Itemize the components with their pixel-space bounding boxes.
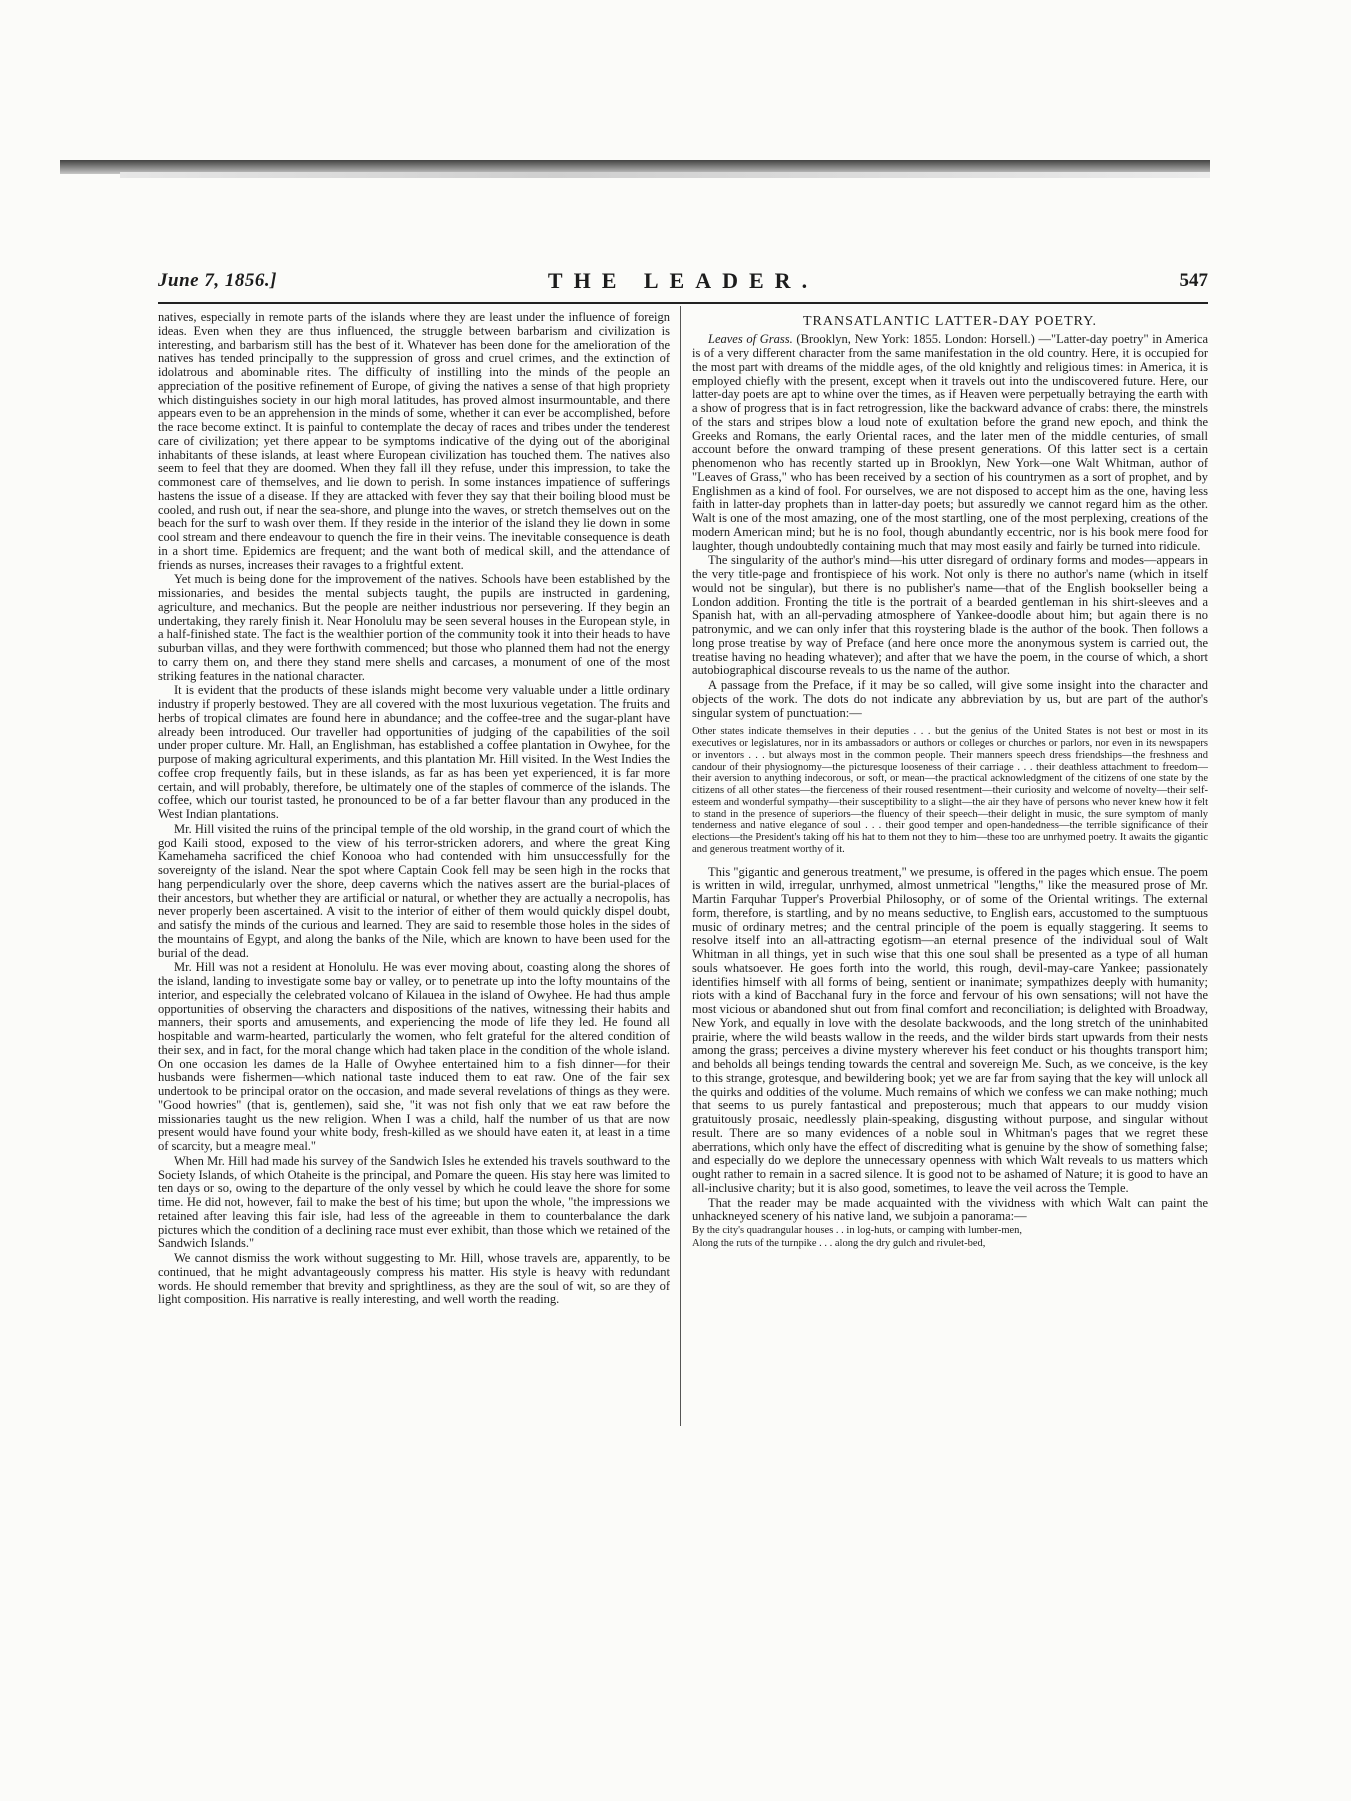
- section-heading: TRANSATLANTIC LATTER-DAY POETRY.: [803, 314, 1097, 329]
- right-paragraph: A passage from the Preface, if it may be so called, will give some insight into the character and objects of the work. The dots do not indicate any abbreviation by us, but are part of the author's singular system of punctuation:—: [692, 678, 1208, 720]
- book-citation: [692, 333, 1208, 553]
- book-title: Leaves of Grass.: [708, 332, 793, 347]
- preface-quote: [692, 726, 1208, 855]
- left-paragraph: We cannot dismiss the work without suggesting to Mr. Hill, whose travels are, apparently, to be continued, that he might advantageously compress his matter. His style is heavy with redundant words. He should remember that brevity and sprightliness, as they are the soul of wit, so are they of light composition. His narrative is really interesting, and well worth the reading.: [158, 1251, 670, 1307]
- right-paragraph: That the reader may be made acquainted with the vividness with which Walt can paint the unhackneyed scenery of his native land, we subjoin a panorama:—: [692, 1195, 1208, 1224]
- left-paragraph: Mr. Hill was not a resident at Honolulu. He was ever moving about, coasting along the shores of the island, landing to investigate some bay or valley, or to penetrate up into the lofty mountains of the interior, and especially the celebrated volcano of Kilauea in the island of Owyhee. He had thus ample opportunities of observing the characters and dispositions of the natives, witnessing their habits and manners, their sports and amusements, and experiencing the mode of life they led. He found all hospitable and warm-hearted, particularly the women, who felt grateful for the altered condition of their sex, and in fact, for the moral change which had taken place in the condition of the whole island. On one occasion les dames de la Halle of Owyhee entertained him to a fish dinner—for their husbands were fishermen—which national taste induced them to eat raw. One of the fair sex undertook to be principal orator on the occasion, and made several revelations of things as they were. "Good howries" (that is, gentlemen), said she, "it was not fish only that we eat raw before the missionaries taught us the new religion. When I was a child, half the number of us that are now present would have found your white body, fresh-killed as we should have eaten it, at least in a time of scarcity, but a meagre meal.": [158, 960, 670, 1153]
- quote-text: Other states indicate themselves in their deputies . . . but the genius of the United States is not best or most in its executives or legislatures, nor in its ambassadors or authors or colleges or churches or parlors, nor even in its newspapers or inventors . . . but always most in the common people. Their manners speech dress friendships—the freshness and candour of their physiognomy—the picturesque looseness of their carriage . . . their deathless attachment to freedom—their aversion to anything indecorous, or soft, or mean—the practical acknowledgment of the citizens of one state by the citizens of all other states—the fierceness of their roused resentment—their curiosity and welcome of novelty—their self-esteem and wonderful sympathy—their susceptibility to a slight—the air they have of persons who never knew how it felt to stand in the presence of superiors—the fluency of their speech—their delight in music, the sure symptom of manly tenderness and native elegance of soul . . . their good temper and open-handedness—the terrible significance of their elections—the President's taking off his hat to them not they to him—these too are unrhymed poetry. It awaits the gigantic and generous treatment worthy of it.: [692, 726, 1208, 855]
- left-paragraph: Mr. Hill visited the ruins of the principal temple of the old worship, in the grand court of which the god Kaili stood, exposed to the view of his terror-stricken adorers, and where the great King Kamehameha sacrificed the chief Konooa who had contended with him unsuccessfully for the sovereignty of the island. Near the spot where Captain Cook fell may be seen high in the rocks that hang perpendicularly over the shore, deep caverns which the natives assert are the burial-places of their ancestors, but whether they are artificial or natural, or whether they are actually a necropolis, has never properly been ascertained. A visit to the interior of either of them would quickly dispel doubt, and satisfy the minds of the curious and learned. They are said to resemble those holes in the sides of the mountains of Egypt, and along the banks of the Nile, which are known to have been used for the burial of the dead.: [158, 821, 670, 960]
- column-divider: [680, 306, 681, 1426]
- header-title: THE LEADER.: [547, 268, 819, 293]
- poem-line: Along the ruts of the turnpike . . . along the dry gulch and rivulet-bed,: [692, 1237, 986, 1249]
- review-intro: —"Latter-day poetry" in America is of a very different character from the same manifestation in the old country. Here, it is occupied for the most part with dreams of the middle ages, of the old knightly and religious times: in America, it is employed chiefly with the present, except when it travels out into the undiscovered future. Here, our latter-day poets are apt to whine over the times, as if Heaven were perpetually betraying the earth with a show of progress that is in fact retrogression, like the backward advance of crabs: there, the minstrels of the stars and stripes blow a loud note of exultation before the grand new epoch, and think the Greeks and Romans, the early Oriental races, and the later men of the middle centuries, of small account before the onward tramping of these present generations. Of this latter sect is a certain phenomenon who has recently started up in Brooklyn, New York—one Walt Whitman, author of "Leaves of Grass," who has been received by a section of his countrymen as a sort of prophet, and by Englishmen as a kind of fool. For ourselves, we are not disposed to accept him as the one, having less faith in latter-day prophets than in latter-day poets; but assuredly we cannot regard him as the other. Walt is one of the most amazing, one of the most startling, one of the most perplexing, creations of the modern American mind; but he is no fool, though abundantly eccentric, nor is his book mere food for laughter, though undoubtedly containing much that may most easily and fairly be turned into ridicule.: [692, 332, 1208, 553]
- header-rule: [158, 302, 1208, 304]
- right-column: [692, 311, 1208, 1431]
- page-header: [158, 268, 1208, 302]
- scan-paper-edge: [120, 172, 1210, 178]
- left-paragraph: When Mr. Hill had made his survey of the Sandwich Isles he extended his travels southward to the Society Islands, of which Otaheite is the principal, and Pomare the queen. His stay here was limited to ten days or so, owing to the departure of the only vessel by which he could leave the shore for some time. He did not, however, fail to make the best of his time; but upon the whole, "the impressions we retained after leaving this fair isle, had less of the agreeable in them to counterbalance the dark pictures which the condition of a declining race must ever exhibit, than those which we retained of the Sandwich Islands.": [158, 1153, 670, 1251]
- book-imprint: (Brooklyn, New York: 1855. London: Horsell.): [796, 332, 1035, 347]
- header-page-number: 547: [1179, 270, 1208, 291]
- right-paragraph: This "gigantic and generous treatment," we presume, is offered in the pages which ensue. The poem is written in wild, irregular, unrhymed, almost unmetrical "lengths," like the measured prose of Mr. Martin Farquhar Tupper's Proverbial Philosophy, or of some of the Oriental writings. The external form, therefore, is startling, and by no means seductive, to English ears, accustomed to the sumptuous music of ordinary metres; and the central principle of the poem is equally staggering. It seems to resolve itself into an all-attracting egotism—an eternal presence of the individual soul of Walt Whitman in all things, yet in such wise that this one soul shall be presented as a type of all human souls whatsoever. He goes forth into the world, this rough, devil-may-care Yankee; passionately identifies himself with all forms of being, sentient or inanimate; sympathizes deeply with humanity; riots with a kind of Bacchanal fury in the force and fervour of his own sensations; will not have the most vicious or abandoned shut out from final comfort and reconciliation; is delighted with Broadway, New York, and equally in love with the desolate backwoods, and the long stretch of the uninhabited prairie, where the wild beasts wallow in the reeds, and the wilder birds start upwards from their nests among the grass; perceives a divine mystery wherever his feet conduct or his thoughts transport him; and beholds all beings tending towards the central and sovereign Me. Such, as we conceive, is the key to this strange, grotesque, and bewildering book; yet we are far from saying that the key will unlock all the quirks and oddities of the volume. Much remains of which we confess we can make nothing; much that seems to us purely fantastical and preposterous; much that appears to our muddy vision gratuitously prosaic, needlessly plain-speaking, disgusting without purpose, and singular without result. There are so many evidences of a noble soul in Whitman's pages that we regret these aberrations, which only have the effect of discrediting what is genuine by the show of something false; and especially do we deplore the unnecessary openness with which Walt reveals to us matters which ought rather to remain in a sacred silence. It is good not to be ashamed of Nature; it is good to have an all-inclusive charity; but it is also good, sometimes, to leave the veil across the Temple.: [692, 864, 1208, 1195]
- left-paragraph: It is evident that the products of these islands might become very valuable under a little ordinary industry if properly bestowed. They are all covered with the most luxurious vegetation. The fruits and herbs of tropical climates are found here in abundance; and the coffee-tree and the sugar-plant have already been introduced. Our traveller had opportunities of judging of the capabilities of the soil under proper culture. Mr. Hall, an Englishman, has established a coffee plantation in Owyhee, for the purpose of making agricultural experiments, and this plantation Mr. Hill visited. In the West Indies the coffee crop frequently fails, but in these islands, as far as has been yet experienced, it is far more certain, and will probably, therefore, be ultimately one of the staples of commerce of the islands. The coffee, which our tourist tasted, he pronounced to be of a far better flavour than any produced in the West Indian plantations.: [158, 683, 670, 821]
- left-column: [158, 311, 670, 1431]
- left-paragraph: Yet much is being done for the improvement of the natives. Schools have been established by the missionaries, and besides the mental subjects taught, the pupils are instructed in gardening, agriculture, and mechanics. But the people are neither industrious nor persevering. If they begin an undertaking, they rarely finish it. Near Honolulu may be seen several houses in the European style, in a half-finished state. The fact is the wealthier portion of the community took it into their heads to have suburban villas, and they were forthwith commenced; but those who planned them had not the energy to carry them on, and there they stand mere shells and carcases, a monument of one of the most striking features in the national character.: [158, 572, 670, 683]
- left-paragraph: natives, especially in remote parts of the islands where they are least under the influence of foreign ideas. Even when they are thus influenced, the struggle between barbarism and civilization is interesting, and barbarism still has the best of it. Whatever has been done for the amelioration of the natives has tended principally to the suppression of gross and cruel crimes, and the extinction of idolatrous and abominable rites. The difficulty of instilling into the minds of the people an appreciation of the positive refinement of Europe, of giving the natives a sense of that high propriety which distinguishes society in our high moral latitudes, has proved almost insurmountable, and there appears even to be an apprehension in the minds of some, whether it can ever be accomplished, before the race become extinct. It is painful to contemplate the decay of races and tribes under the tenderest care of civilization; yet there appear to be symptoms indicative of the dying out of the aboriginal inhabitants of these islands, at least where European civilization has touched them. The natives also seem to feel that they are doomed. When they fall ill they refuse, under this impression, to take the commonest care of themselves, and lie down to perish. In some instances impatience of sufferings hastens the issue of a disease. If they are attacked with fever they say that their boiling blood must be cooled, and rush out, if near the sea-shore, and plunge into the waves, or stretch themselves out on the beach for the surf to wash over them. If they reside in the interior of the island they lie down in some cool stream and there endeavour to quench the fire in their veins. The inevitable consequence is death in a short time. Epidemics are frequent; and the want both of medical skill, and the attendance of friends as nurses, increases their ravages to a frightful extent.: [158, 311, 670, 572]
- right-paragraph: The singularity of the author's mind—his utter disregard of ordinary forms and modes—appears in the very title-page and frontispiece of his work. Not only is there no author's name (which in itself would not be singular), but there is no publisher's name—that of the English bookseller being a London addition. Fronting the title is the portrait of a bearded gentleman in his shirt-sleeves and a Spanish hat, with an all-pervading atmosphere of Yankee-doodle about him; but again there is no patronymic, and we can only infer that this roystering blade is the author of the book. Then follows a long prose treatise by way of Preface (and here once more the anonymous system is carried out, the treatise having no heading whatever); and after that we have the poem, in the course of which, a short autobiographical discourse reveals to us the name of the author.: [692, 553, 1208, 678]
- poem-excerpt: [692, 1225, 1208, 1250]
- poem-line: By the city's quadrangular houses . . in log-huts, or camping with lumber-men,: [692, 1225, 1023, 1237]
- header-date: June 7, 1856.]: [158, 270, 277, 291]
